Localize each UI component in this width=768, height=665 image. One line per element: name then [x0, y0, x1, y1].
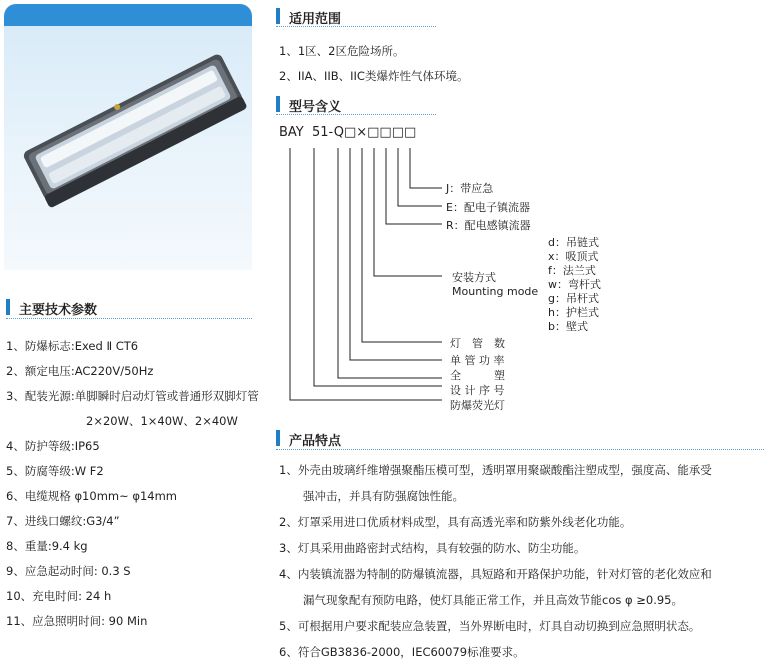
- label-explosion-lamp: 防爆荧光灯: [450, 399, 505, 412]
- mount-option: f：法兰式: [548, 264, 596, 277]
- mount-option: h：护栏式: [548, 306, 599, 319]
- label-emergency: J：带应急: [446, 182, 494, 195]
- tech-item: 1、防爆标志:Exed Ⅱ CT6: [6, 339, 139, 353]
- mount-option: x：吸顶式: [548, 250, 599, 263]
- tech-item: 6、电缆规格 φ10mm~ φ14mm: [6, 489, 178, 503]
- model-code: BAY 51-Q□×□□□□: [279, 125, 417, 140]
- tech-item: 11、应急照明时间: 90 Min: [6, 614, 148, 628]
- mount-option: w：弯杆式: [548, 278, 601, 291]
- features-title-bar: [276, 430, 280, 446]
- features-title: 产品特点: [289, 434, 342, 449]
- feature-item: 6、符合GB3836-2000，IEC60079标准要求。: [279, 645, 525, 659]
- feature-item: 强冲击，并具有防强腐蚀性能。: [303, 489, 464, 503]
- label-electronic-ballast: E：配电子镇流器: [446, 201, 530, 214]
- tech-item: 8、重量:9.4 kg: [6, 539, 88, 553]
- label-full-plastic: 全 塑: [450, 369, 505, 382]
- label-mount-en: Mounting mode: [452, 285, 539, 298]
- tech-item: 9、应急起动时间: 0.3 S: [6, 564, 131, 578]
- lamp-image: [14, 37, 252, 218]
- tech-divider: [6, 318, 252, 319]
- model-title: 型号含义: [289, 100, 342, 115]
- label-tube-count: 灯 管 数: [450, 337, 505, 350]
- mount-option: d：吊链式: [548, 236, 599, 249]
- feature-item: 漏气现象配有预防电路，使灯具能正常工作，并且高效节能cos φ ≥0.95。: [303, 593, 683, 607]
- tech-item: 3、配装光源:单脚瞬时启动灯管或普通形双脚灯管: [6, 389, 259, 403]
- tech-title: 主要技术参数: [19, 303, 98, 318]
- scope-item: 2、IIA、IIB、IIC类爆炸性气体环境。: [279, 69, 469, 83]
- product-photo: [4, 4, 252, 270]
- model-divider: [276, 114, 436, 115]
- tech-item: 7、进线口螺纹:G3/4”: [6, 514, 120, 528]
- tech-item: 5、防腐等级:W F2: [6, 464, 104, 478]
- feature-item: 5、可根据用户要求配装应急装置，当外界断电时，灯具自动切换到应急照明状态。: [279, 619, 701, 633]
- tech-item: 2×20W、1×40W、2×40W: [86, 414, 238, 428]
- tech-title-bar: [6, 299, 10, 315]
- label-mount-cn: 安装方式: [452, 271, 496, 284]
- tech-item: 10、充电时间: 24 h: [6, 589, 112, 603]
- tech-item: 2、额定电压:AC220V/50Hz: [6, 364, 154, 378]
- mount-option: b：壁式: [548, 320, 588, 333]
- feature-item: 1、外壳由玻璃纤维增强聚酯压模可型，透明罩用聚碳酸酯注塑成型，强度高、能承受: [279, 463, 712, 477]
- scope-title-bar: [276, 8, 280, 24]
- feature-item: 3、灯具采用曲路密封式结构，具有较强的防水、防尘功能。: [279, 541, 586, 555]
- feature-item: 4、内装镇流器为特制的防爆镇流器，具短路和开路保护功能，针对灯管的老化效应和: [279, 567, 712, 581]
- feature-item: 2、灯罩采用进口优质材料成型，具有高透光率和防紫外线老化功能。: [279, 515, 632, 529]
- tech-item: 4、防护等级:IP65: [6, 439, 100, 453]
- features-divider: [276, 449, 764, 450]
- model-title-bar: [276, 96, 280, 112]
- scope-title: 适用范围: [289, 12, 342, 27]
- mount-option: g：吊杆式: [548, 292, 599, 305]
- label-tube-power: 单 管 功 率: [450, 354, 505, 367]
- scope-item: 1、1区、2区危险场所。: [279, 44, 405, 58]
- label-design-no: 设 计 序 号: [450, 384, 505, 397]
- label-inductive-ballast: R：配电感镇流器: [446, 219, 531, 232]
- scope-divider: [276, 26, 436, 27]
